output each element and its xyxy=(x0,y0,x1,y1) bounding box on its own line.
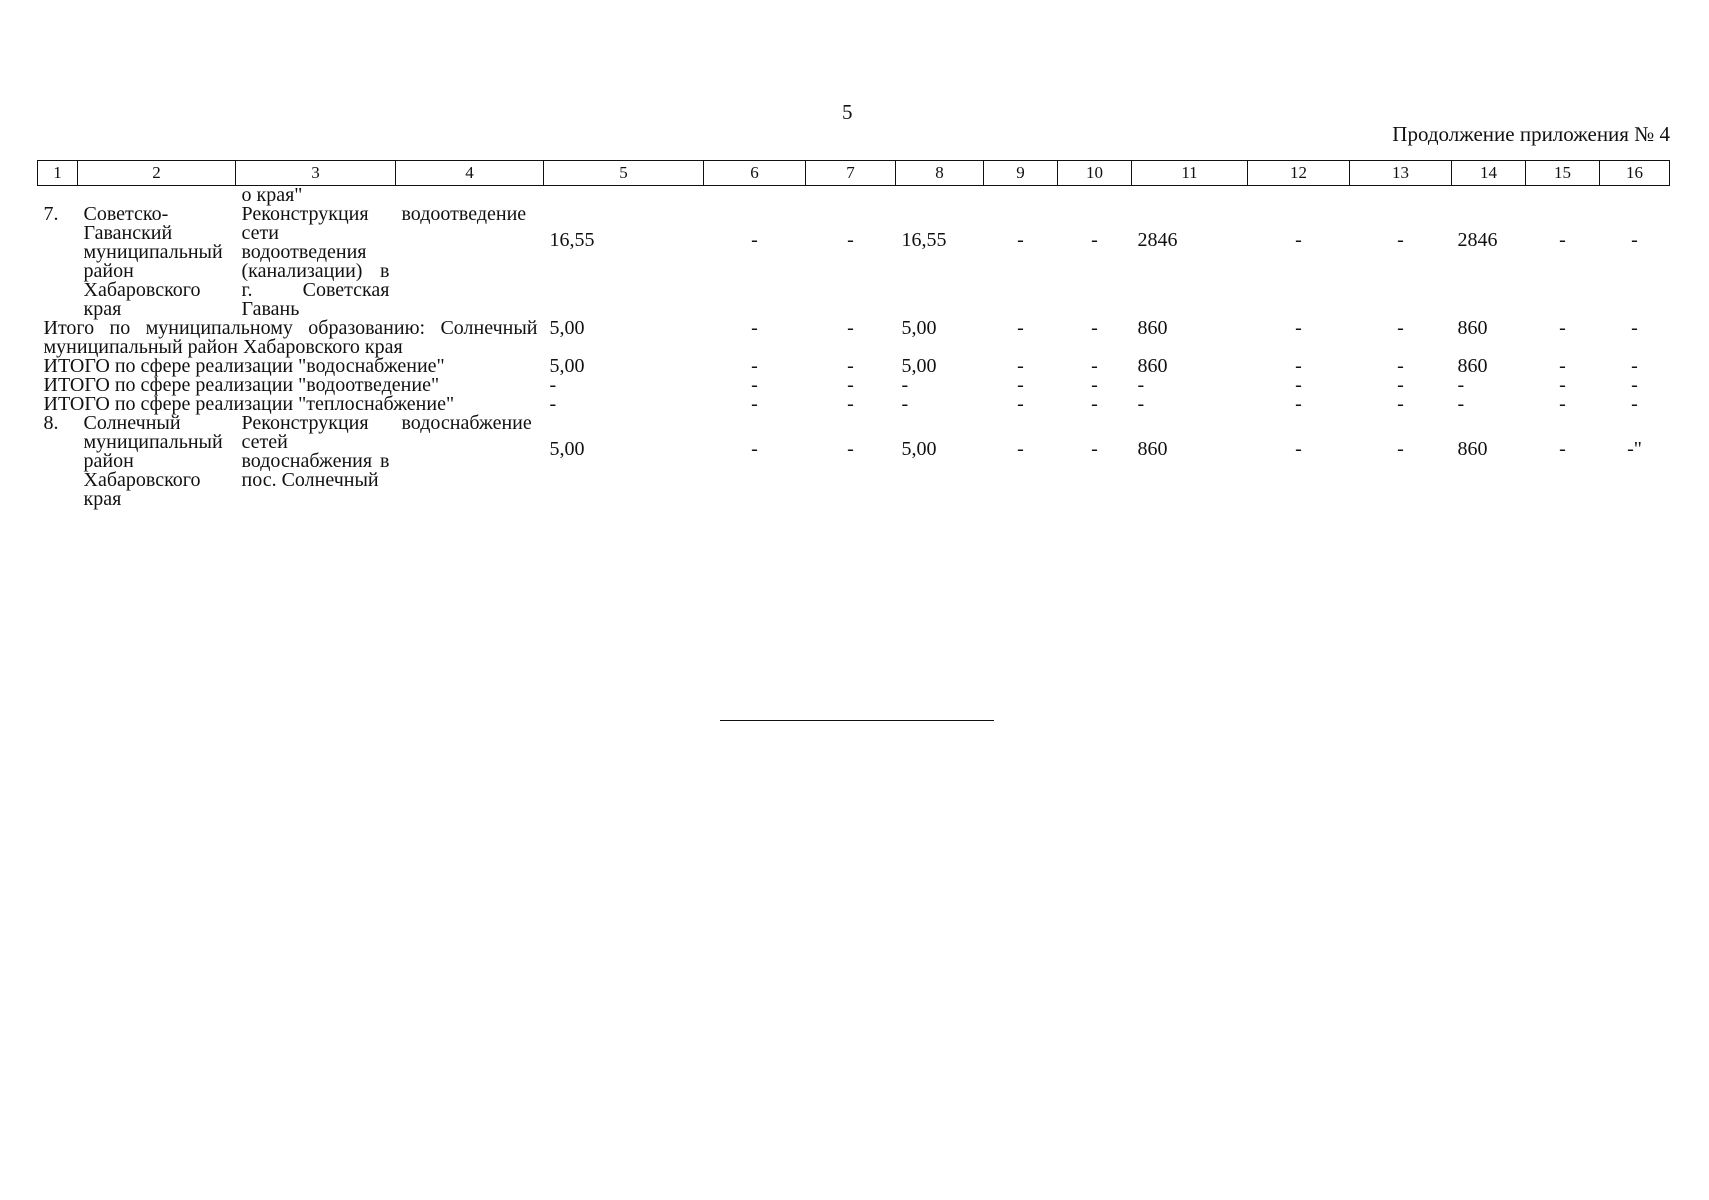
value-cell: - xyxy=(1559,355,1566,377)
value-cell: - xyxy=(1397,374,1404,396)
value-cell: - xyxy=(847,229,854,251)
sphere-cell: водоснабжение xyxy=(401,412,532,434)
value-cell: - xyxy=(751,317,758,339)
column-header: 5 xyxy=(544,161,704,186)
continuation-text: о края" xyxy=(241,184,303,206)
value-cell: - xyxy=(1631,393,1638,415)
value-cell: - xyxy=(1559,317,1566,339)
page-number: 5 xyxy=(842,100,853,124)
total-label: ИТОГО по сфере реализации "водоснабжение" xyxy=(43,355,445,377)
value-cell: 860 xyxy=(1137,438,1168,460)
value-cell: - xyxy=(847,355,854,377)
value-cell: 860 xyxy=(1457,438,1488,460)
value-cell: 5,00 xyxy=(549,317,585,339)
value-cell: 16,55 xyxy=(901,229,947,251)
value-cell: - xyxy=(1137,374,1145,396)
column-header: 15 xyxy=(1526,161,1600,186)
value-cell: - xyxy=(1457,374,1465,396)
value-cell: - xyxy=(1137,393,1145,415)
value-cell: - xyxy=(751,438,758,460)
column-header: 12 xyxy=(1248,161,1350,186)
sphere-cell: водоотведение xyxy=(401,203,527,225)
value-cell: - xyxy=(1017,374,1024,396)
total-label: ИТОГО по сфере реализации "теплоснабжение" xyxy=(43,393,455,415)
value-cell: - xyxy=(1631,317,1638,339)
page-subtitle: Продолжение приложения № 4 xyxy=(1392,122,1670,146)
value-cell: - xyxy=(847,374,854,396)
value-cell: 860 xyxy=(1457,317,1488,339)
value-cell: - xyxy=(1397,317,1404,339)
municipality-cell: Советско-Гаванский муниципальный район Хабаровского края xyxy=(83,203,223,320)
value-cell: - xyxy=(1091,317,1098,339)
value-cell: 5,00 xyxy=(901,317,937,339)
column-header: 7 xyxy=(806,161,896,186)
column-header: 3 xyxy=(236,161,396,186)
column-header: 4 xyxy=(396,161,544,186)
value-cell: - xyxy=(847,393,854,415)
value-cell: - xyxy=(1017,229,1024,251)
value-cell: - xyxy=(901,374,909,396)
value-cell: - xyxy=(847,438,854,460)
value-cell: - xyxy=(1397,438,1404,460)
object-cell: Реконструкция сетей водоснабжения в пос. Солнечный xyxy=(241,412,390,491)
value-cell: - xyxy=(1397,393,1404,415)
value-cell: - xyxy=(1631,374,1638,396)
value-cell: 5,00 xyxy=(549,438,585,460)
value-cell: 5,00 xyxy=(901,355,937,377)
column-header: 11 xyxy=(1132,161,1248,186)
value-cell: - xyxy=(1091,393,1098,415)
value-cell: - xyxy=(751,229,758,251)
value-cell: - xyxy=(1631,229,1638,251)
value-cell: - xyxy=(1091,229,1098,251)
value-cell: 2846 xyxy=(1457,229,1498,251)
column-header: 8 xyxy=(896,161,984,186)
subtotal-label: Итого по муниципальному образованию: Солнечный муниципальный район Хабаровского края xyxy=(43,317,538,358)
value-cell: 5,00 xyxy=(549,355,585,377)
subtotal-row xyxy=(38,319,1670,357)
value-cell: - xyxy=(1397,229,1404,251)
row-number: 7. xyxy=(43,203,59,225)
value-cell: 860 xyxy=(1457,355,1488,377)
column-header: 13 xyxy=(1350,161,1452,186)
value-cell: - xyxy=(1295,355,1302,377)
value-cell: - xyxy=(847,317,854,339)
value-cell: 860 xyxy=(1137,355,1168,377)
value-cell: - xyxy=(751,374,758,396)
column-header: 9 xyxy=(984,161,1058,186)
column-header: 10 xyxy=(1058,161,1132,186)
value-cell: 860 xyxy=(1137,317,1168,339)
value-cell: - xyxy=(1559,438,1566,460)
value-cell: - xyxy=(549,393,557,415)
table-row xyxy=(38,205,1670,319)
column-header: 16 xyxy=(1600,161,1670,186)
value-cell: - xyxy=(1295,374,1302,396)
value-cell: - xyxy=(1017,317,1024,339)
object-cell: Реконструкция сети водоотведения (канализации) в г. Советская Гавань xyxy=(241,203,390,320)
table-row xyxy=(38,414,1670,509)
value-cell: - xyxy=(1559,229,1566,251)
column-header: 14 xyxy=(1452,161,1526,186)
value-cell: - xyxy=(1631,355,1638,377)
column-header: 6 xyxy=(704,161,806,186)
value-cell: - xyxy=(1295,229,1302,251)
value-cell: - xyxy=(1397,355,1404,377)
row-number: 8. xyxy=(43,412,59,434)
header-row xyxy=(38,161,1670,186)
value-cell: - xyxy=(1091,355,1098,377)
value-cell: - xyxy=(1017,393,1024,415)
total-label: ИТОГО по сфере реализации "водоотведение" xyxy=(43,374,440,396)
value-cell: - xyxy=(1017,438,1024,460)
column-header: 1 xyxy=(38,161,78,186)
value-cell: - xyxy=(1091,374,1098,396)
value-cell: - xyxy=(1559,374,1566,396)
value-cell: - xyxy=(1017,355,1024,377)
value-cell: - xyxy=(549,374,557,396)
value-cell: - xyxy=(901,393,909,415)
value-cell: - xyxy=(1295,393,1302,415)
column-header: 2 xyxy=(78,161,236,186)
value-cell: 5,00 xyxy=(901,438,937,460)
data-table xyxy=(37,160,1670,509)
value-cell: - xyxy=(1295,317,1302,339)
value-cell: 2846 xyxy=(1137,229,1178,251)
value-cell: -" xyxy=(1627,438,1642,460)
value-cell: - xyxy=(1559,393,1566,415)
municipality-cell: Солнечный муниципальный район Хабаровского края xyxy=(83,412,223,510)
value-cell: - xyxy=(1091,438,1098,460)
value-cell: - xyxy=(751,393,758,415)
value-cell: - xyxy=(1457,393,1465,415)
value-cell: 16,55 xyxy=(549,229,595,251)
value-cell: - xyxy=(1295,438,1302,460)
value-cell: - xyxy=(751,355,758,377)
end-rule xyxy=(720,720,994,721)
